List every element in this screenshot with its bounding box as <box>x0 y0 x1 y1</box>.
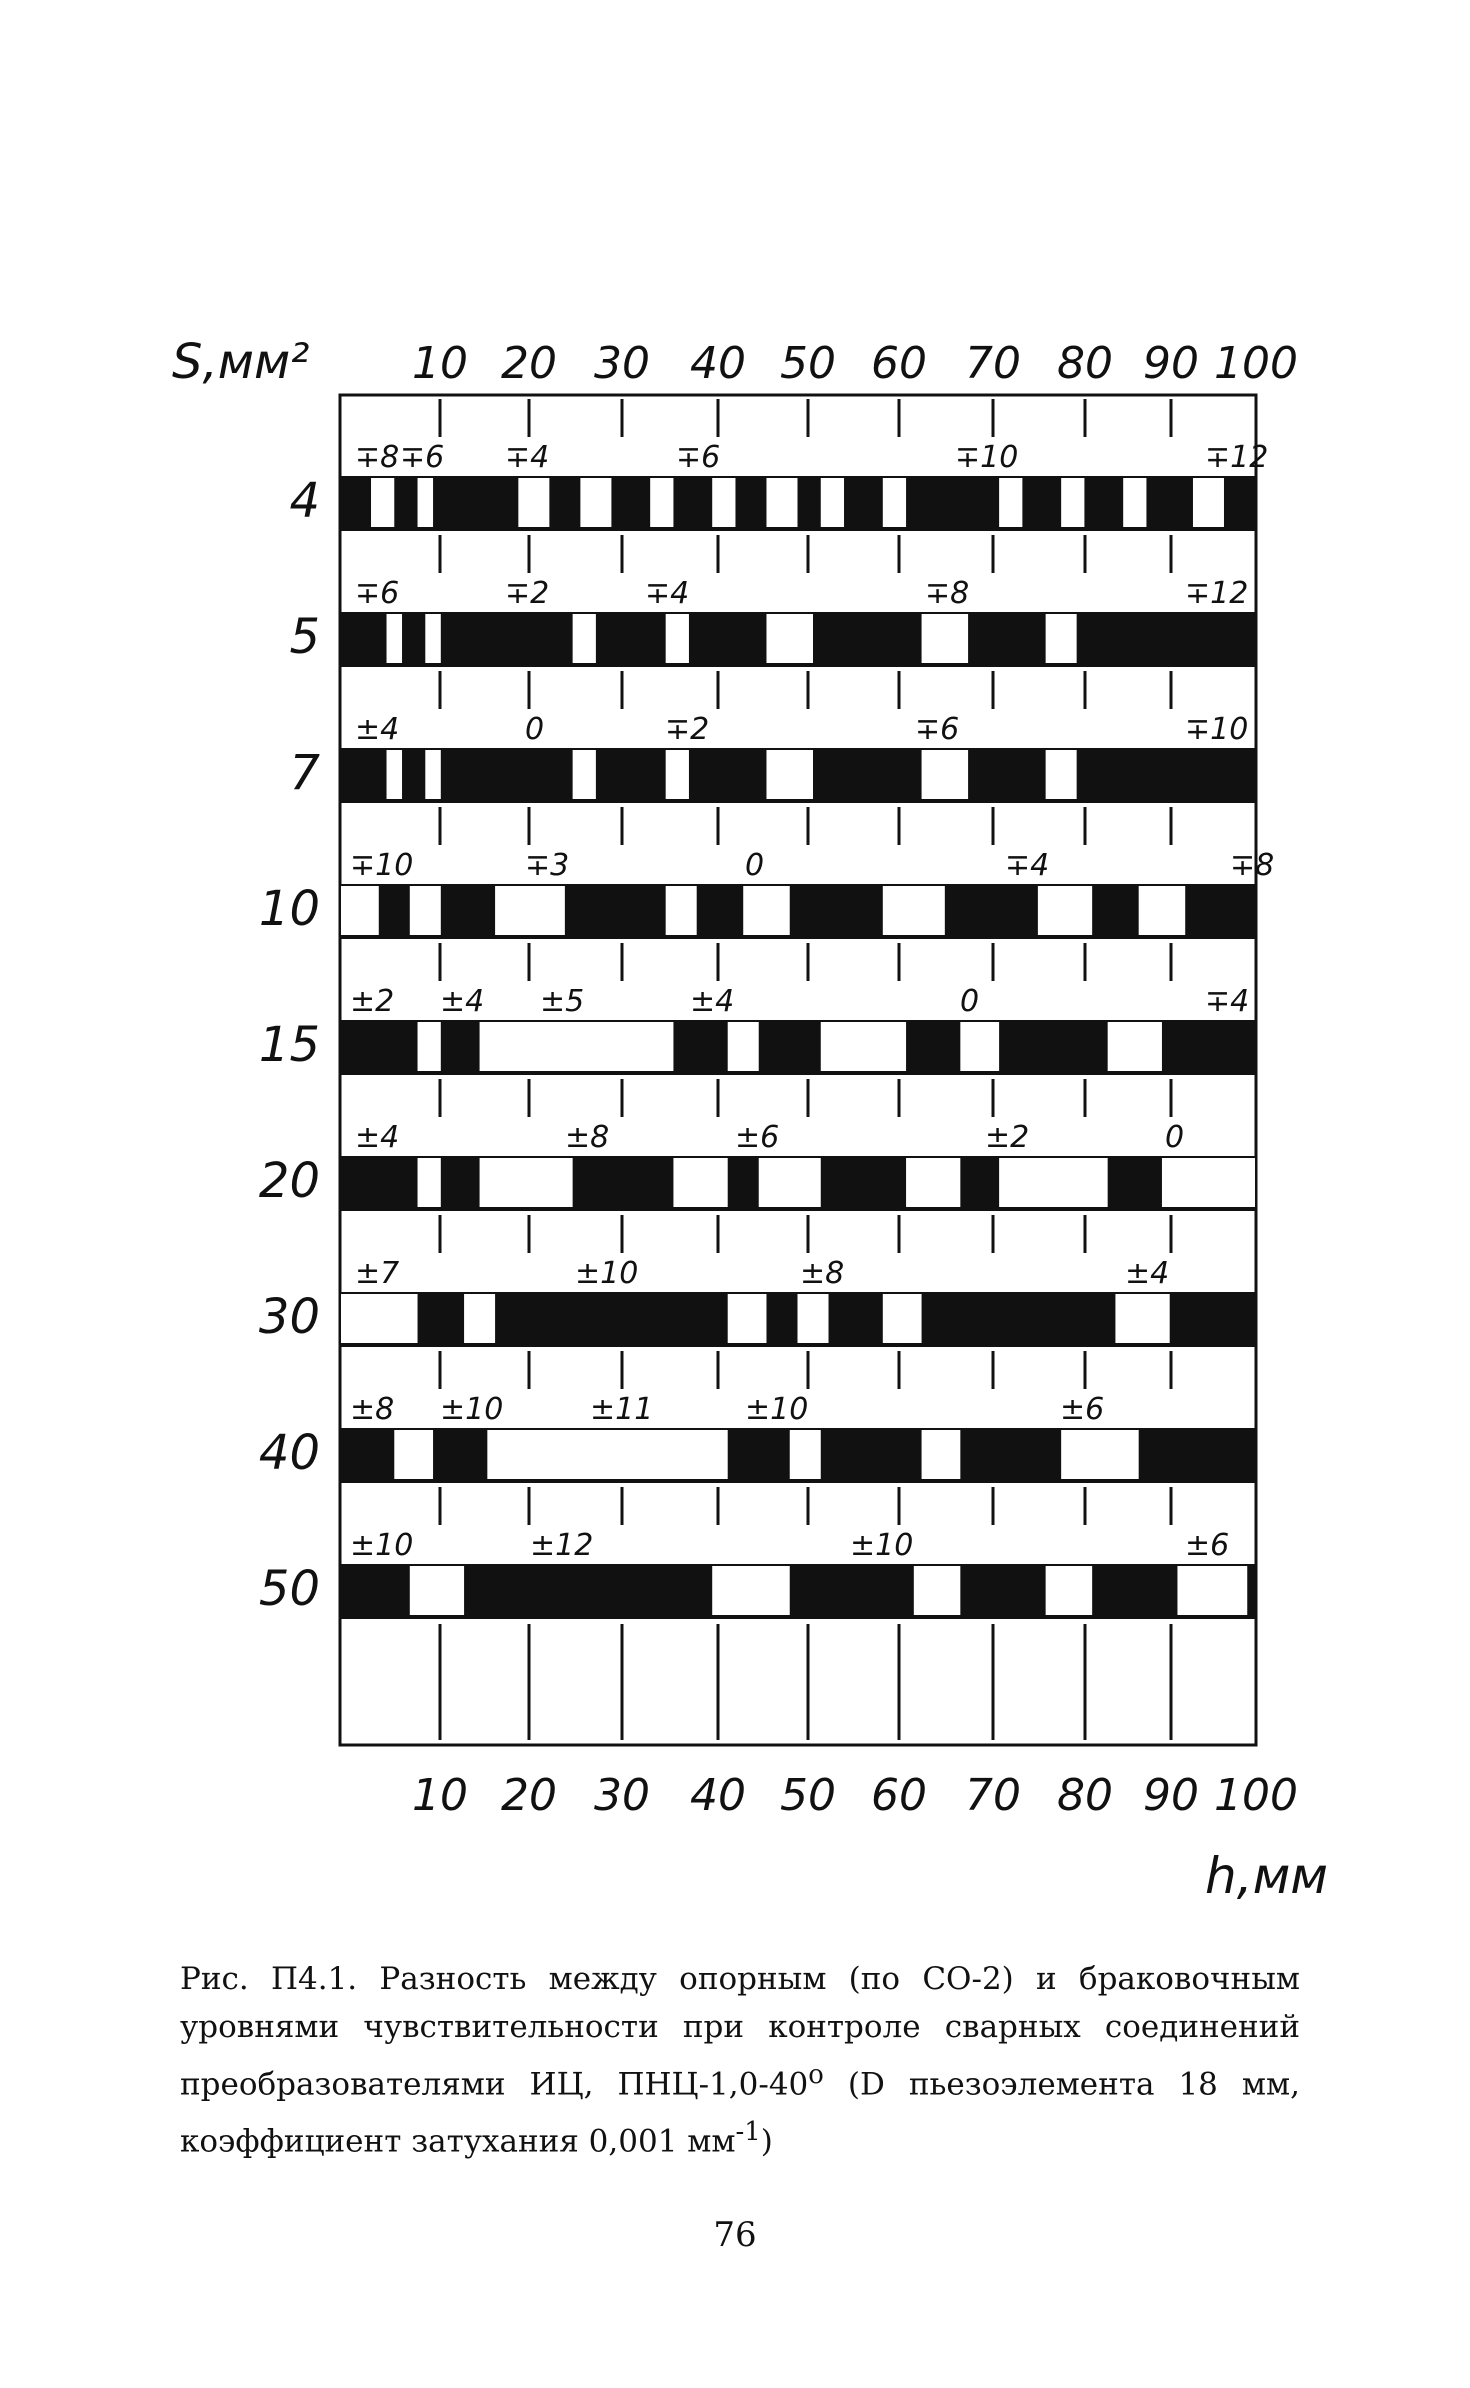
black-segment <box>549 477 580 528</box>
row-annotation: ±4 <box>440 984 485 1019</box>
black-segment <box>611 477 650 528</box>
black-segment <box>573 1157 674 1208</box>
row-annotation: 0 <box>745 848 765 883</box>
diagram-grid <box>259 338 1298 1821</box>
bottom-axis-tick-label: 30 <box>594 1770 650 1821</box>
black-segment <box>906 477 999 528</box>
black-segment <box>844 477 883 528</box>
row-annotation: ±8 <box>800 1256 845 1291</box>
row-annotation: ±12 <box>530 1528 594 1563</box>
row-annotation: ∓4 <box>1205 984 1250 1019</box>
row-label-s-value: 40 <box>258 1425 320 1481</box>
black-segment <box>697 885 744 936</box>
black-segment <box>340 749 387 800</box>
black-segment <box>379 885 410 936</box>
bottom-axis-tick-label: 60 <box>871 1770 927 1821</box>
black-segment <box>596 749 666 800</box>
black-segment <box>1092 885 1139 936</box>
row-annotation: ±4 <box>355 1120 400 1155</box>
black-segment <box>673 477 712 528</box>
row-annotation: ∓2 <box>665 712 710 747</box>
row-annotation: ∓6 <box>676 440 721 475</box>
row-annotation: ±6 <box>735 1120 780 1155</box>
caption-text-continued: (D пьезоэлемента 18 мм, коэффициент затухания 0,001 мм <box>180 2066 1301 2160</box>
top-axis-tick-label: 100 <box>1214 338 1298 389</box>
row-annotation: ±6 <box>1185 1528 1230 1563</box>
row-annotation: ±10 <box>575 1256 639 1291</box>
row-annotation: ∓10 <box>350 848 414 883</box>
row-annotation: ±4 <box>690 984 735 1019</box>
top-axis-tick-label: 60 <box>871 338 927 389</box>
black-segment <box>735 477 766 528</box>
top-axis-tick-label: 50 <box>780 338 836 389</box>
bottom-axis-tick-label: 20 <box>501 1770 557 1821</box>
row-annotation: ∓6 <box>400 440 445 475</box>
black-segment <box>441 749 573 800</box>
black-segment <box>1022 477 1061 528</box>
row-annotation: ±8 <box>565 1120 610 1155</box>
black-segment <box>759 1021 821 1072</box>
black-segment <box>798 477 821 528</box>
black-segment <box>813 749 922 800</box>
black-segment <box>441 613 573 664</box>
row-annotation: ±4 <box>355 712 400 747</box>
black-segment <box>1108 1157 1162 1208</box>
black-segment <box>813 613 922 664</box>
black-segment <box>968 613 1046 664</box>
row-annotation: ∓12 <box>1205 440 1269 475</box>
black-segment <box>790 885 883 936</box>
bottom-axis-tick-label: 100 <box>1214 1770 1298 1821</box>
row-annotation: 0 <box>960 984 980 1019</box>
row-annotation: ±11 <box>590 1392 654 1427</box>
black-segment <box>689 749 767 800</box>
row-annotation: ∓4 <box>645 576 690 611</box>
black-segment <box>1146 477 1193 528</box>
black-segment <box>1170 1293 1255 1344</box>
row-annotation: ∓8 <box>1230 848 1275 883</box>
row-annotation: ∓6 <box>915 712 960 747</box>
black-segment <box>790 1565 914 1616</box>
top-axis-tick-label: 20 <box>501 338 557 389</box>
row-annotation: 0 <box>1165 1120 1185 1155</box>
row-label-s-value: 4 <box>289 473 320 529</box>
figure-caption <box>180 1955 1300 2166</box>
black-segment <box>1247 1565 1255 1616</box>
black-segment <box>433 477 518 528</box>
caption-text-end: ) <box>760 2123 773 2160</box>
row-annotation: ∓10 <box>1185 712 1249 747</box>
black-segment <box>1077 749 1255 800</box>
x-axis-title: h,мм <box>1205 1847 1329 1900</box>
black-segment <box>960 1157 999 1208</box>
black-segment <box>1077 613 1255 664</box>
black-segment <box>394 477 417 528</box>
black-segment <box>960 1565 1045 1616</box>
black-segment <box>433 1429 487 1480</box>
top-axis-tick-label: 70 <box>965 338 1021 389</box>
black-segment <box>960 1429 1061 1480</box>
row-annotation: ±8 <box>350 1392 395 1427</box>
black-segment <box>821 1157 906 1208</box>
black-segment <box>596 613 666 664</box>
bottom-axis-tick-label: 50 <box>780 1770 836 1821</box>
black-segment <box>402 749 425 800</box>
bottom-axis-tick-label: 80 <box>1057 1770 1113 1821</box>
row-label-s-value: 5 <box>289 609 320 665</box>
row-annotation: ∓6 <box>355 576 400 611</box>
row-label-s-value: 7 <box>289 745 320 801</box>
black-segment <box>906 1021 960 1072</box>
row-annotation: ±7 <box>355 1256 400 1291</box>
row-annotation: ∓4 <box>1005 848 1050 883</box>
row-annotation: ∓2 <box>505 576 550 611</box>
black-segment <box>1185 885 1255 936</box>
bottom-axis-tick-label: 90 <box>1143 1770 1199 1821</box>
top-axis-tick-label: 90 <box>1143 338 1199 389</box>
black-segment <box>728 1429 790 1480</box>
row-annotation: ±2 <box>985 1120 1030 1155</box>
caption-degree-sup: о <box>808 2060 824 2090</box>
row-label-s-value: 30 <box>258 1289 320 1345</box>
row-label-s-value: 50 <box>258 1561 320 1617</box>
black-segment <box>945 885 1038 936</box>
row-annotation: ∓4 <box>505 440 550 475</box>
black-segment <box>1092 1565 1177 1616</box>
row-annotation: ±10 <box>350 1528 414 1563</box>
row-annotation: ±4 <box>1125 1256 1170 1291</box>
black-segment <box>340 1429 394 1480</box>
black-segment <box>441 1157 480 1208</box>
black-segment <box>689 613 767 664</box>
black-segment <box>340 1565 410 1616</box>
black-segment <box>999 1021 1108 1072</box>
black-segment <box>922 1293 1116 1344</box>
black-segment <box>1139 1429 1255 1480</box>
row-band <box>340 1293 1256 1344</box>
bottom-axis-tick-label: 40 <box>690 1770 746 1821</box>
row-label-s-value: 15 <box>258 1017 320 1073</box>
top-axis-tick-label: 40 <box>690 338 746 389</box>
row-annotation: ∓10 <box>955 440 1019 475</box>
black-segment <box>968 749 1046 800</box>
row-annotation: ±2 <box>350 984 395 1019</box>
black-segment <box>464 1565 712 1616</box>
row-label-s-value: 20 <box>258 1153 320 1209</box>
row-annotation: ±10 <box>440 1392 504 1427</box>
black-segment <box>340 1021 418 1072</box>
black-segment <box>565 885 666 936</box>
row-annotation: ∓8 <box>925 576 970 611</box>
bottom-axis-tick-label: 10 <box>412 1770 468 1821</box>
black-segment <box>766 1293 797 1344</box>
black-segment <box>418 1293 465 1344</box>
y-axis-title: S,мм² <box>172 334 310 390</box>
row-annotation: ±10 <box>745 1392 809 1427</box>
black-segment <box>829 1293 883 1344</box>
black-segment <box>1162 1021 1255 1072</box>
black-segment <box>821 1429 922 1480</box>
row-annotation: ±6 <box>1060 1392 1105 1427</box>
row-annotation: ∓12 <box>1185 576 1249 611</box>
row-annotation: ∓8 <box>355 440 400 475</box>
black-segment <box>673 1021 727 1072</box>
black-segment <box>340 613 387 664</box>
bottom-axis-tick-label: 70 <box>965 1770 1021 1821</box>
caption-text: Рис. П4.1. Разность между опорным (по СО-2) и браковочным уровнями чувствительности при контроле сварных соединений преобразователями ИЦ, ПНЦ-1,0-40 <box>180 1961 1300 2103</box>
black-segment <box>495 1293 728 1344</box>
top-axis-tick-label: 80 <box>1057 338 1113 389</box>
black-segment <box>1084 477 1123 528</box>
black-segment <box>441 885 495 936</box>
row-annotation: ±10 <box>850 1528 914 1563</box>
top-axis-tick-label: 10 <box>412 338 468 389</box>
caption-unit-sup: -1 <box>735 2117 761 2148</box>
row-label-s-value: 10 <box>258 881 320 937</box>
black-segment <box>728 1157 759 1208</box>
black-segment <box>402 613 425 664</box>
black-segment <box>340 1157 418 1208</box>
row-annotation: ∓3 <box>525 848 570 883</box>
row-annotation: ±5 <box>540 984 585 1019</box>
page-number: 76 <box>713 2215 757 2255</box>
black-segment <box>1224 477 1255 528</box>
black-segment <box>441 1021 480 1072</box>
top-axis-tick-label: 30 <box>594 338 650 389</box>
black-segment <box>340 477 371 528</box>
row-annotation: 0 <box>525 712 545 747</box>
